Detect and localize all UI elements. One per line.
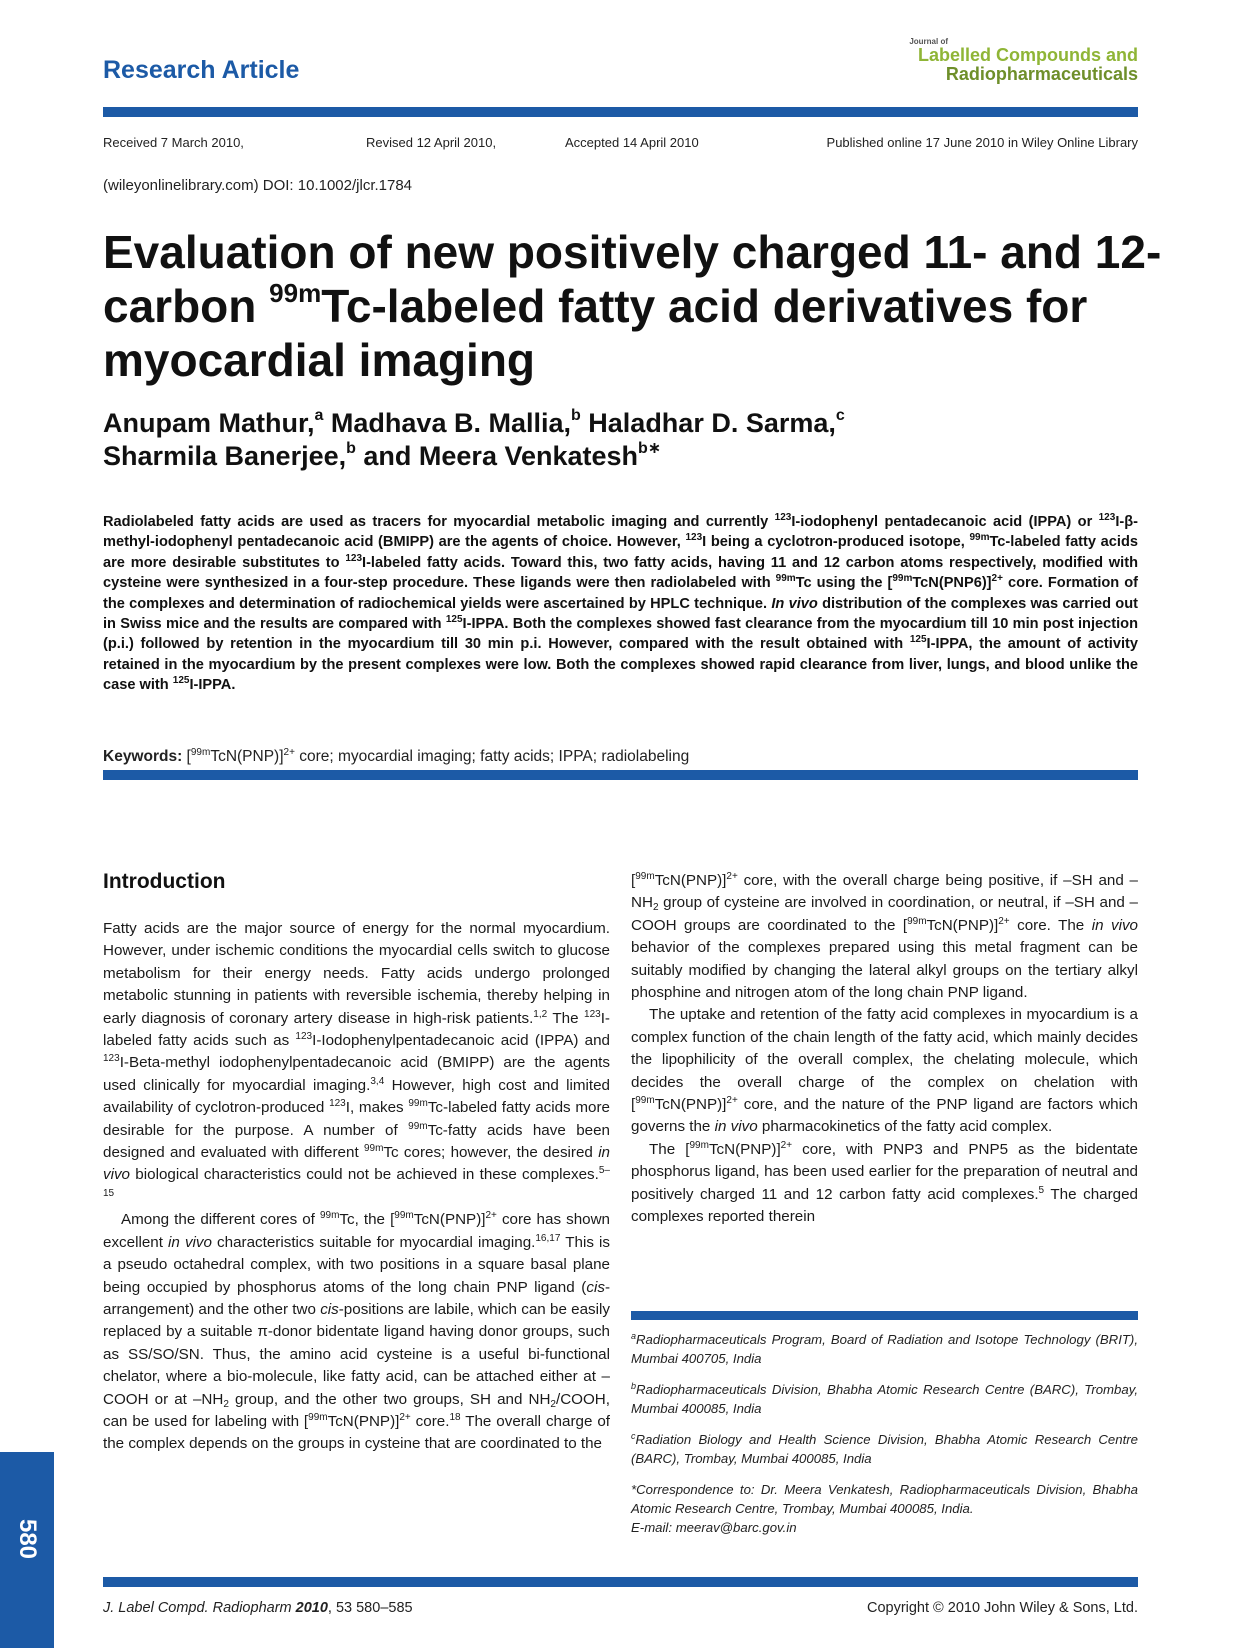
- correspondence: *Correspondence to: Dr. Meera Venkatesh, Radiopharmaceuticals Division, Bhabha Atomic Research Centre, Trombay, Mumbai 400085, India. E-mail: meerav@barc.gov.in: [631, 1482, 1138, 1535]
- paragraph: $[^{99m}TcN(PNP)]^{2+}$ core, with the overall charge being positive, if –SH and $-NH_2$ group of cysteine are involved in coordination, or neutral, if –SH and –COOH groups are coordinated to the $[^{99m}TcN(PNP)]^{2+}$ core. The in vivo behavior of the complexes prepared using this metal fragment can be suitably modified by changing the lateral alkyl groups on the tertiary alkyl phosphine and nitrogen atom of the long chain PNP ligand.: [631, 871, 1138, 1002]
- page-number: 580: [14, 1518, 41, 1560]
- published-date: Published online 17 June 2010 in Wiley Online Library: [826, 135, 1138, 150]
- author[interactable]: and Meera Venkatesh: [355, 441, 639, 471]
- section-heading-introduction: Introduction: [103, 870, 226, 893]
- paragraph: Fatty acids are the major source of energy for the normal myocardium. However, under ischemic conditions the myocardial cells switch to glucose metabolism for their energy needs. Fatty acids undergo prolonged metabolic stunning in patients with reversible ischemia, thereby helping in early diagnosis of coronary artery disease in high-risk patients.$^{1,2}$ The $^{123}$I-labeled fatty acids such as $^{123}$I-Iodophenylpentadecanoic acid (IPPA) and $^{123}$I-Beta-methyl iodophenylpentadecanoic acid (BMIPP) are the agents used clinically for myocardial imaging.$^{3,4}$ However, high cost and limited availability of cyclotron-produced $^{123}$I, makes $^{99m}$Tc-labeled fatty acids more desirable for the purpose. A number of $^{99m}$Tc-fatty acids have been designed and evaluated with different $^{99m}$Tc cores; however, the desired in vivo biological characteristics could not be achieved in these complexes.$^{5-15}$: [103, 920, 611, 1199]
- abstract-rule: [103, 770, 1138, 780]
- footer-copyright: Copyright © 2010 John Wiley & Sons, Ltd.: [866, 1600, 1138, 1616]
- author[interactable]: Sharmila Banerjee,: [103, 441, 347, 471]
- author-list: Anupam Mathur,$^a$ Madhava B. Mallia,$^b$ Haladhar D. Sarma,$^c$ Sharmila Banerjee,$^b$ and Meera Venkatesh$^{b∗}$: [103, 407, 845, 471]
- journal-logo-line1: Labelled Compounds and: [917, 45, 1138, 66]
- footer-citation: J. Label Compd. Radiopharm 2010, 53 580–585: [103, 1600, 413, 1616]
- email-link[interactable]: E-mail: meerav@barc.gov.in: [631, 1520, 797, 1535]
- affiliation-a: $^a$Radiopharmaceuticals Program, Board of Radiation and Isotope Technology (BRIT), Mumbai 400705, India: [631, 1331, 1138, 1366]
- article-title: Evaluation of new positively charged 11- and 12-carbon $^{99m}$Tc-labeled fatty acid derivatives for myocardial imaging: [103, 226, 1162, 386]
- paragraph: The $[^{99m}TcN(PNP)]^{2+}$ core, with PNP3 and PNP5 as the bidentate phosphorus ligand, has been used earlier for the preparation of neutral and positively charged 11 and 12 carbon fatty acid complexes.$^5$ The charged complexes reported therein: [631, 1139, 1138, 1226]
- affiliation-footnotes: [631, 1330, 1138, 1549]
- author[interactable]: Haladhar D. Sarma,: [580, 408, 836, 438]
- doi[interactable]: (wileyonlinelibrary.com) DOI: 10.1002/jlcr.1784: [103, 177, 413, 194]
- keywords: Keywords: $[^{99m}TcN(PNP)]^{2+}$ core; myocardial imaging; fatty acids; IPPA; radiolabeling: [103, 747, 690, 765]
- header-rule: [103, 107, 1138, 117]
- footnote-rule: [631, 1311, 1138, 1320]
- abstract: Radiolabeled fatty acids are used as tracers for myocardial metabolic imaging and currently $^{123}$I-iodophenyl pentadecanoic acid (IPPA) or $^{123}$I-β-methyl-iodophenyl pentadecanoic acid (BMIPP) are the agents of choice. However, $^{123}$I being a cyclotron-produced isotope, $^{99m}$Tc-labeled fatty acids are more desirable substitutes to $^{123}$I-labeled fatty acids. Toward this, two fatty acids, having 11 and 12 carbon atoms respectively, modified with cysteine were synthesized in a four-step procedure. These ligands were then radiolabeled with $^{99m}$Tc using the $[^{99m}TcN(PNP6)]^{2+}$ core. Formation of the complexes and determination of radiochemical yields were ascertained by HPLC technique. In vivo distribution of the complexes was carried out in Swiss mice and the results are compared with $^{125}$I-IPPA. Both the complexes showed fast clearance from the myocardium till 10 min post injection (p.i.) followed by retention in the myocardium till 30 min p.i. However, compared with the result obtained with $^{125}$I-IPPA, the amount of activity retained in the myocardium by the present complexes were low. Both the complexes showed rapid clearance from liver, lungs, and blood unlike the case with $^{125}$I-IPPA.: [103, 512, 1139, 694]
- journal-logo-of: Journal of: [909, 37, 948, 46]
- section-label: Research Article: [103, 56, 300, 84]
- author[interactable]: Anupam Mathur,: [103, 408, 315, 438]
- body-column-right: [631, 870, 1138, 1229]
- revised-date: Revised 12 April 2010,: [366, 135, 497, 150]
- journal-logo-line2: Radiopharmaceuticals: [945, 63, 1138, 84]
- footer-rule: [103, 1577, 1138, 1587]
- journal-logo: [909, 38, 1138, 83]
- paragraph: Among the different cores of $^{99m}$Tc, the $[^{99m}TcN(PNP)]^{2+}$ core has shown excellent in vivo characteristics suitable for myocardial imaging.$^{16,17}$ This is a pseudo octahedral complex, with two positions in a square basal plane being occupied by phosphorus atoms of the long chain PNP ligand (cis-arrangement) and the other two cis-positions are labile, which can be easily replaced by a suitable π-donor bidentate ligand having donor groups, such as SS/SO/SN. Thus, the amino acid cysteine is a useful bi-functional chelator, where a bio-molecule, like fatty acid, can be attached either at –COOH or at $-NH_2$ group, and the other two groups, SH and $NH_2$/COOH, can be used for labeling with $[^{99m}TcN(PNP)]^{2+}$ core.$^{18}$ The overall charge of the complex depends on the groups in cysteine that are coordinated to the: [103, 1210, 610, 1453]
- paragraph: The uptake and retention of the fatty acid complexes in myocardium is a complex function of the chain length of the fatty acid, which mainly decides the lipophilicity of the overall complex, the chelating molecule, which decides the overall charge of the complex on chelation with $[^{99m}TcN(PNP)]^{2+}$ core, and the nature of the PNP ligand are factors which governs the in vivo pharmacokinetics of the fatty acid complex.: [631, 1006, 1138, 1136]
- accepted-date: Accepted 14 April 2010: [565, 135, 699, 150]
- affiliation-b: $^b$Radiopharmaceuticals Division, Bhabha Atomic Research Centre (BARC), Trombay, Mumbai 400085, India: [631, 1381, 1138, 1416]
- received-date: Received 7 March 2010,: [103, 135, 244, 150]
- body-column-left: [103, 918, 610, 1456]
- author[interactable]: Madhava B. Mallia,: [323, 408, 571, 438]
- affiliation-c: $^c$Radiation Biology and Health Science Division, Bhabha Atomic Research Centre (BARC), Trombay, Mumbai 400085, India: [631, 1431, 1138, 1466]
